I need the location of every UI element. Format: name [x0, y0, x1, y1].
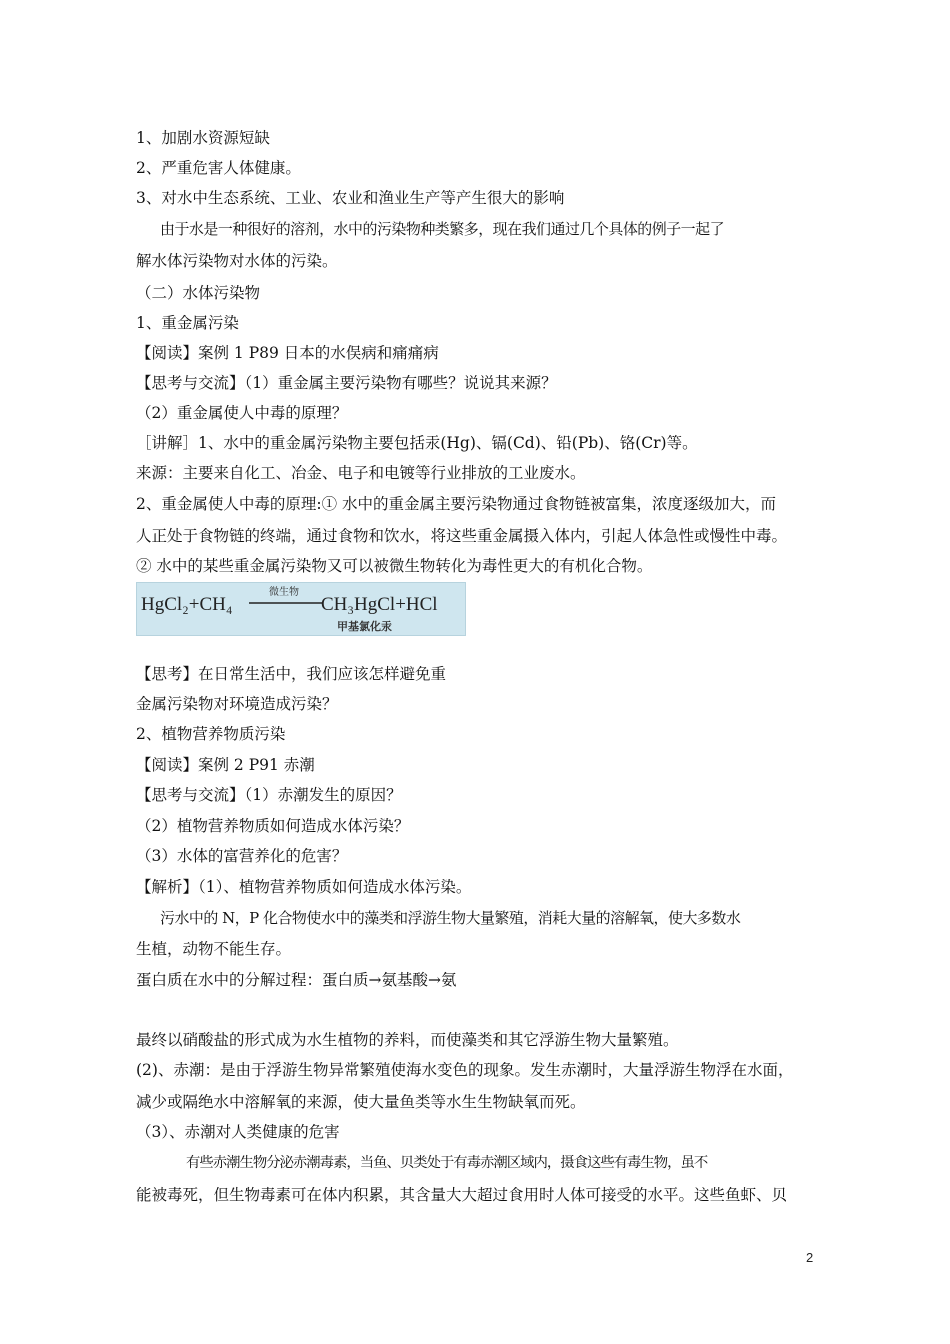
text-line: 金属污染物对环境造成污染？: [136, 695, 338, 713]
text-line: 解水体污染物对水体的污染。: [136, 252, 338, 270]
text-line: 能被毒死，但生物毒素可在体内积累，其含量大大超过食用时人体可接受的水平。这些鱼虾、贝: [136, 1186, 788, 1204]
text-line: 3、对水中生态系统、工业、农业和渔业生产等产生很大的影响: [136, 189, 565, 207]
text-line: 蛋白质在水中的分解过程：蛋白质→氨基酸→氨: [136, 971, 457, 989]
text-line: 最终以硝酸盐的形式成为水生植物的养料，而使藻类和其它浮游生物大量繁殖。: [136, 1031, 679, 1049]
text-line: 来源：主要来自化工、冶金、电子和电镀等行业排放的工业废水。: [136, 464, 586, 482]
text-line: 生植，动物不能生存。: [136, 940, 292, 958]
text-line: 【解析】（1）、植物营养物质如何造成水体污染。: [136, 878, 472, 896]
text-line: 【思考与交流】（1）赤潮发生的原因？: [136, 786, 402, 804]
text-line: 减少或隔绝水中溶解氧的来源，使大量鱼类等水生生物缺氧而死。: [136, 1093, 586, 1111]
equation-reactants: HgCl₂+CH₄: [141, 594, 233, 615]
text-line: 【思考与交流】（1）重金属主要污染物有哪些？说说其来源？: [136, 374, 557, 392]
text-line: （2）重金属使人中毒的原理？: [136, 404, 348, 422]
text-line: 2、严重危害人体健康。: [136, 159, 301, 177]
equation-catalyst: 微生物: [269, 587, 299, 598]
equation-products: CH₃HgCl+HCl: [321, 594, 438, 615]
text-line: 有些赤潮生物分泌赤潮毒素，当鱼、贝类处于有毒赤潮区域内，摄食这些有毒生物，虽不: [186, 1155, 708, 1171]
text-line: 人正处于食物链的终端，通过食物和饮水，将这些重金属摄入体内，引起人体急性或慢性中毒。: [136, 527, 788, 545]
equation-product-name: 甲基氯化汞: [337, 620, 392, 633]
text-line: （2）植物营养物质如何造成水体污染？: [136, 817, 410, 835]
text-line: 1、加剧水资源短缺: [136, 129, 270, 147]
text-line: (2)、赤潮：是由于浮游生物异常繁殖使海水变色的现象。发生赤潮时，大量浮游生物浮在水面，: [136, 1061, 794, 1079]
text-line: 【思考】在日常生活中，我们应该怎样避免重: [136, 665, 447, 683]
page-number: 2: [806, 1250, 814, 1265]
text-line: ［讲解］1、水中的重金属污染物主要包括汞(Hg)、镉(Cd)、铅(Pb)、铬(Cr)等。: [136, 434, 698, 452]
text-line: 由于水是一种很好的溶剂，水中的污染物种类繁多，现在我们通过几个具体的例子一起了: [160, 220, 725, 238]
section-heading: （二）水体污染物: [136, 284, 261, 302]
text-line: （3）水体的富营养化的危害？: [136, 847, 348, 865]
text-line: 污水中的 N，P 化合物使水中的藻类和浮游生物大量繁殖，消耗大量的溶解氧，使大多数水: [160, 909, 741, 927]
text-line: （3）、赤潮对人类健康的危害: [136, 1123, 340, 1141]
chemical-equation-image: [136, 582, 466, 636]
text-line: 【阅读】案例 2 P91 赤潮: [136, 756, 315, 774]
text-line: 2、重金属使人中毒的原理:① 水中的重金属主要污染物通过食物链被富集，浓度逐级加大，而: [136, 495, 777, 513]
subsection-heading: 2、植物营养物质污染: [136, 725, 286, 743]
subsection-heading: 1、重金属污染: [136, 314, 239, 332]
text-line: 【阅读】案例 1 P89 日本的水俣病和痛痛病: [136, 344, 439, 362]
text-line: ② 水中的某些重金属污染物又可以被微生物转化为毒性更大的有机化合物。: [136, 557, 653, 575]
